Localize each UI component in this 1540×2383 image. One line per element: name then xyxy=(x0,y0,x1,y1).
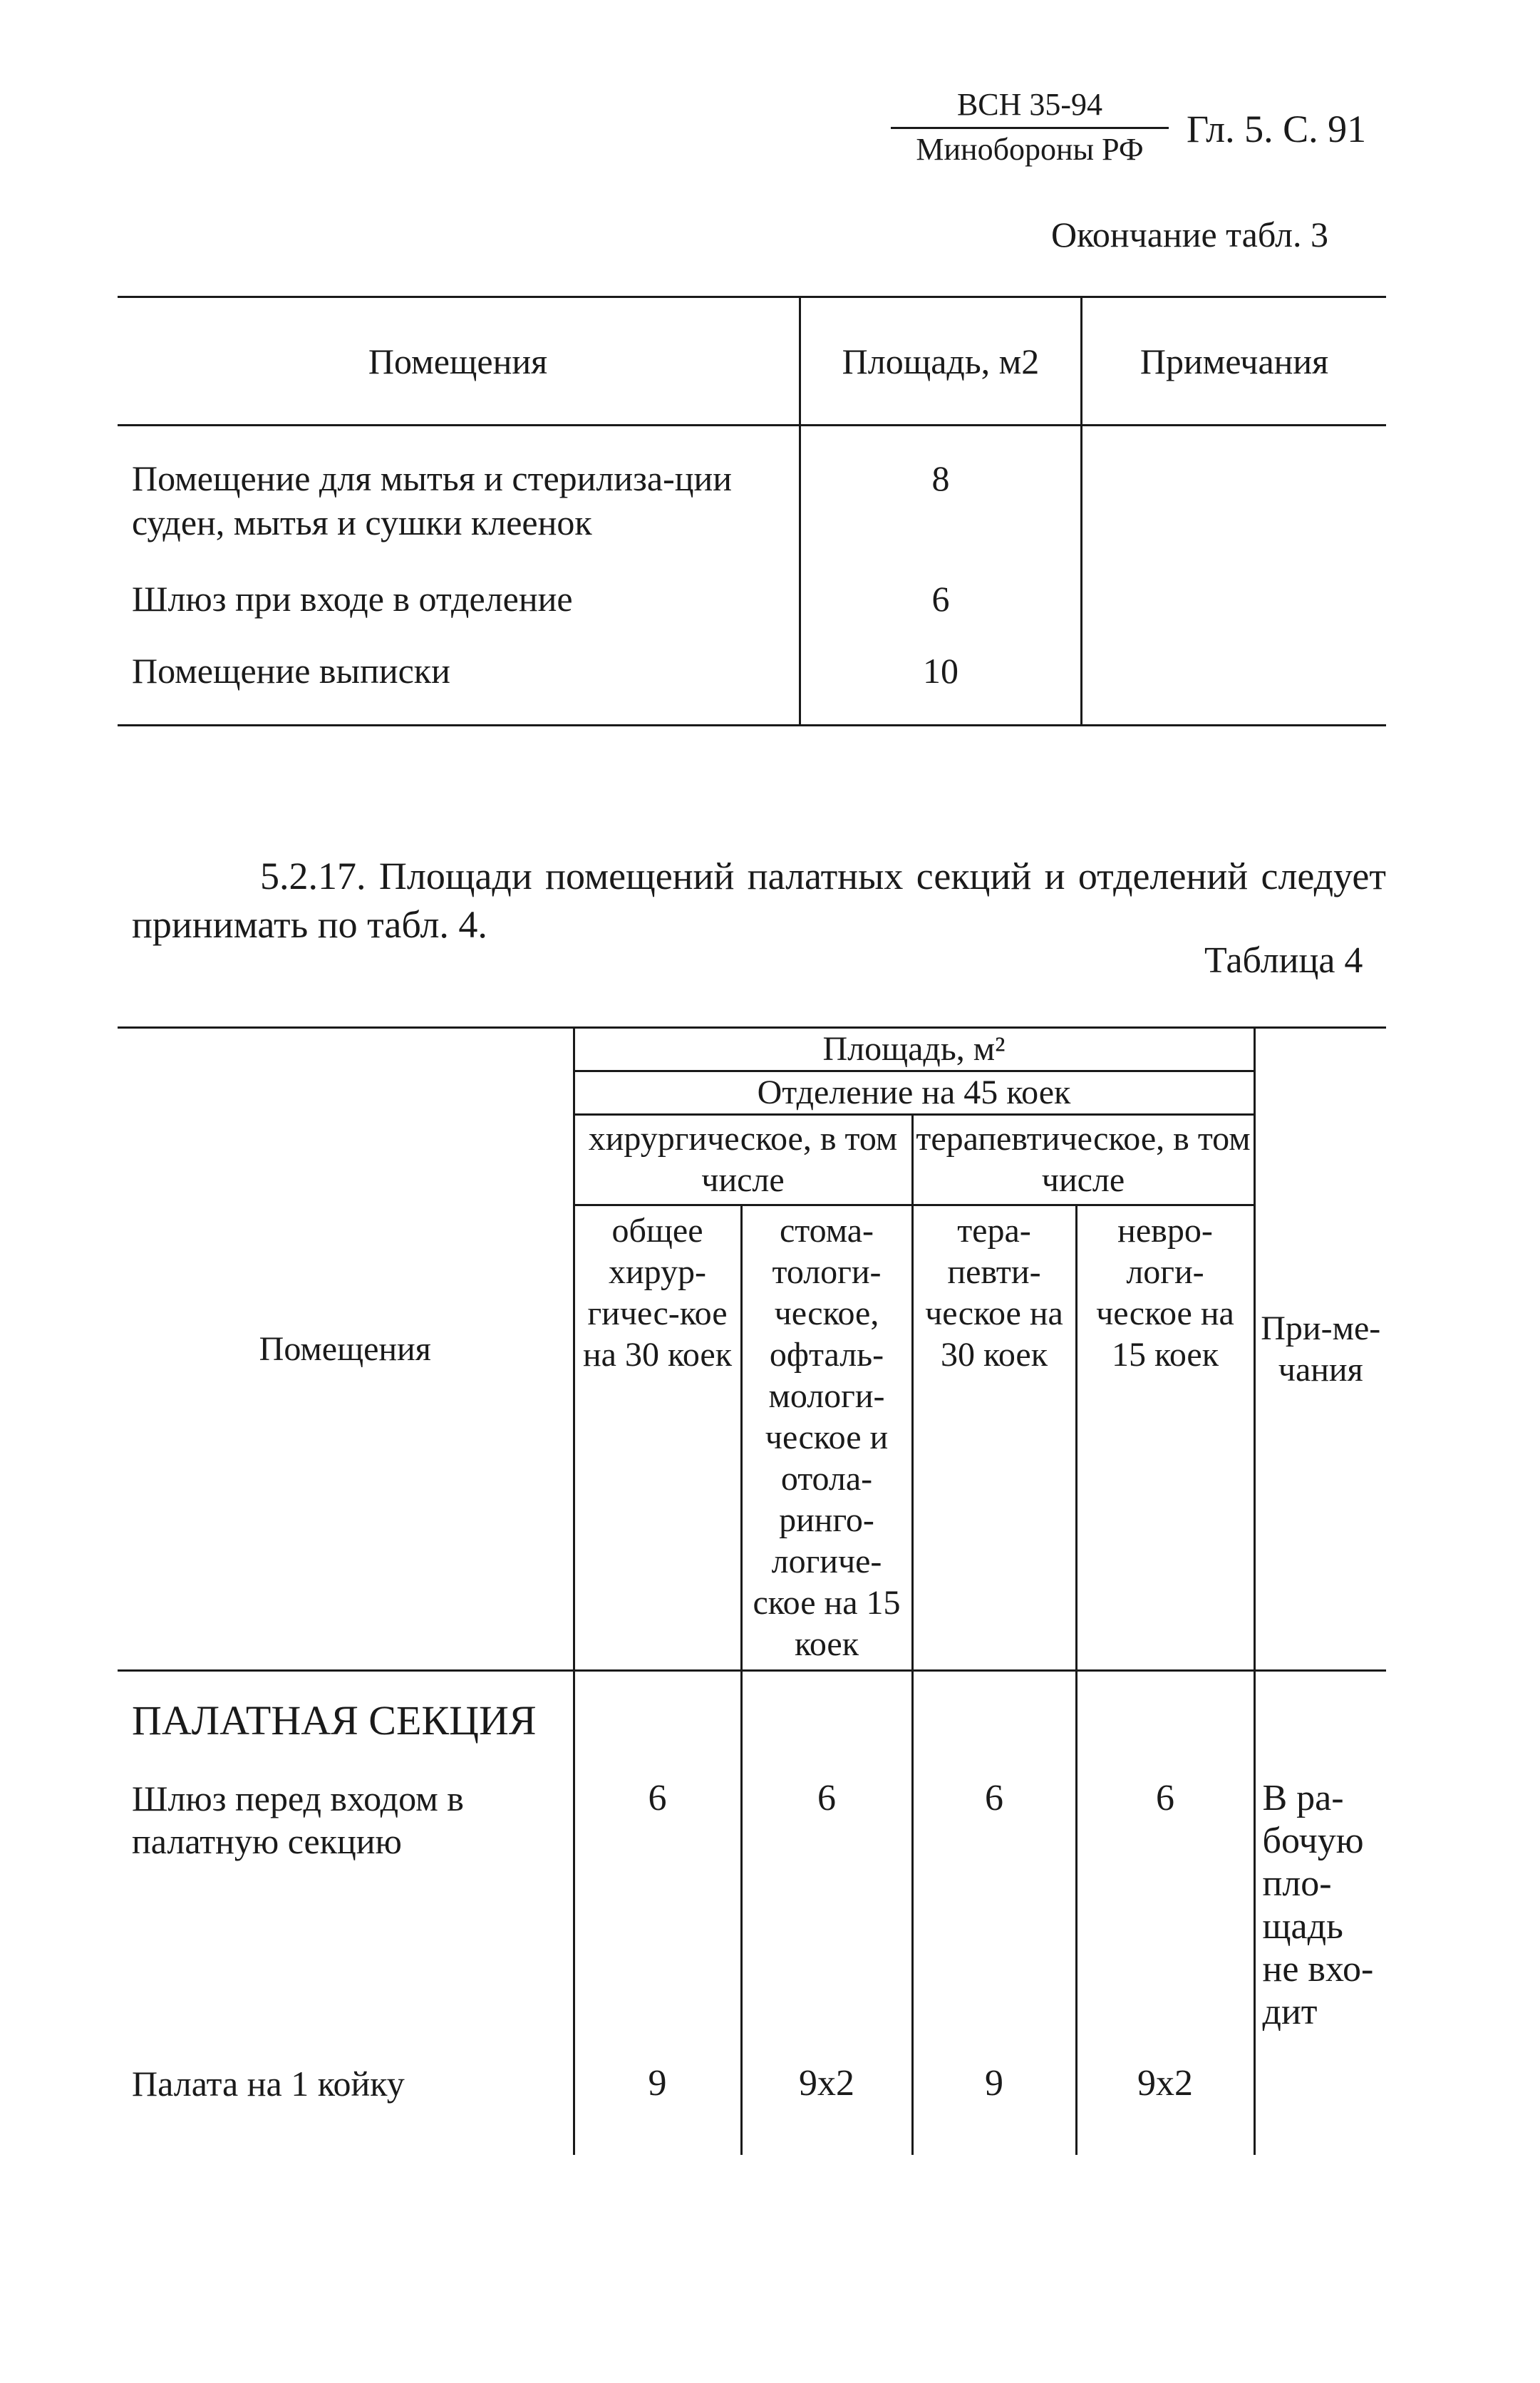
table3 xyxy=(118,296,1386,726)
table-row xyxy=(118,622,1386,726)
table4-header-col3: тера-певти-ческое на 30 коек xyxy=(912,1205,1076,1671)
table4-caption: Таблица 4 xyxy=(1204,940,1363,981)
table4-header-therapeutic: терапевтическое, в том числе xyxy=(912,1115,1254,1205)
room-name: Палата на 1 койку xyxy=(132,2064,405,2104)
page-reference: Гл. 5. С. 91 xyxy=(1187,108,1367,150)
room-name: Помещение для мытья и стерилиза-ции суден, мытья и сушки клеенок xyxy=(132,458,732,542)
ministry-name: Минобороны РФ xyxy=(916,132,1144,167)
section-title: ПАЛАТНАЯ СЕКЦИЯ xyxy=(132,1697,537,1744)
value-cell: 9 xyxy=(912,2034,1076,2155)
value-cell: 6 xyxy=(574,1763,741,2034)
value-cell: 9х2 xyxy=(1076,2034,1254,2155)
document-code-block xyxy=(891,84,1169,170)
room-area: 6 xyxy=(800,545,1082,622)
table3-caption: Окончание табл. 3 xyxy=(1051,215,1328,254)
room-area: 10 xyxy=(800,622,1082,726)
room-name: Помещение выписки xyxy=(118,622,800,726)
room-area: 8 xyxy=(800,426,1082,546)
paragraph-5-2-17: 5.2.17. Площади помещений палатных секций и отделений следует принимать по табл. 4. xyxy=(132,855,1386,946)
room-name: Шлюз при входе в отделение xyxy=(132,579,573,619)
table-row xyxy=(118,1763,1386,2034)
table4-header-surgical: хирургическое, в том числе xyxy=(574,1115,912,1205)
table4-header-department: Отделение на 45 коек xyxy=(574,1071,1254,1115)
room-note xyxy=(1082,545,1387,622)
value-cell: 6 xyxy=(912,1763,1076,2034)
note-cell xyxy=(1254,2034,1386,2155)
table-row xyxy=(118,426,1386,546)
table4-header-notes: При-ме-чания xyxy=(1254,1028,1386,1671)
table4-header-rooms: Помещения xyxy=(118,1028,574,1671)
table4-header-col2: стома-тологи-ческое, офталь-мологи-ческое и отола-ринго-логиче-ское на 15 коек xyxy=(741,1205,912,1671)
table4-header-area: Площадь, м² xyxy=(574,1028,1254,1071)
table4-header-col1: общее хирур-гичес-кое на 30 коек xyxy=(574,1205,741,1671)
room-note xyxy=(1082,426,1387,546)
room-name: Шлюз перед входом в палатную секцию xyxy=(132,1779,464,1861)
value-cell: 6 xyxy=(741,1763,912,2034)
table3-header-rooms: Помещения xyxy=(118,297,800,426)
table3-header-area: Площадь, м2 xyxy=(800,297,1082,426)
table-row xyxy=(118,2034,1386,2155)
table4 xyxy=(118,1026,1386,2155)
value-cell: 9х2 xyxy=(741,2034,912,2155)
table-row xyxy=(118,545,1386,622)
value-cell: 9 xyxy=(574,2034,741,2155)
note-cell: В ра-бочую пло-щадь не вхо-дит xyxy=(1262,1778,1374,2032)
document-code: ВСН 35-94 xyxy=(891,84,1169,129)
table-row xyxy=(118,1671,1386,1764)
table4-header-col4: невро-логи-ческое на 15 коек xyxy=(1076,1205,1254,1671)
value-cell: 6 xyxy=(1076,1763,1254,2034)
table3-header-notes: Примечания xyxy=(1082,297,1387,426)
room-note xyxy=(1082,622,1387,726)
